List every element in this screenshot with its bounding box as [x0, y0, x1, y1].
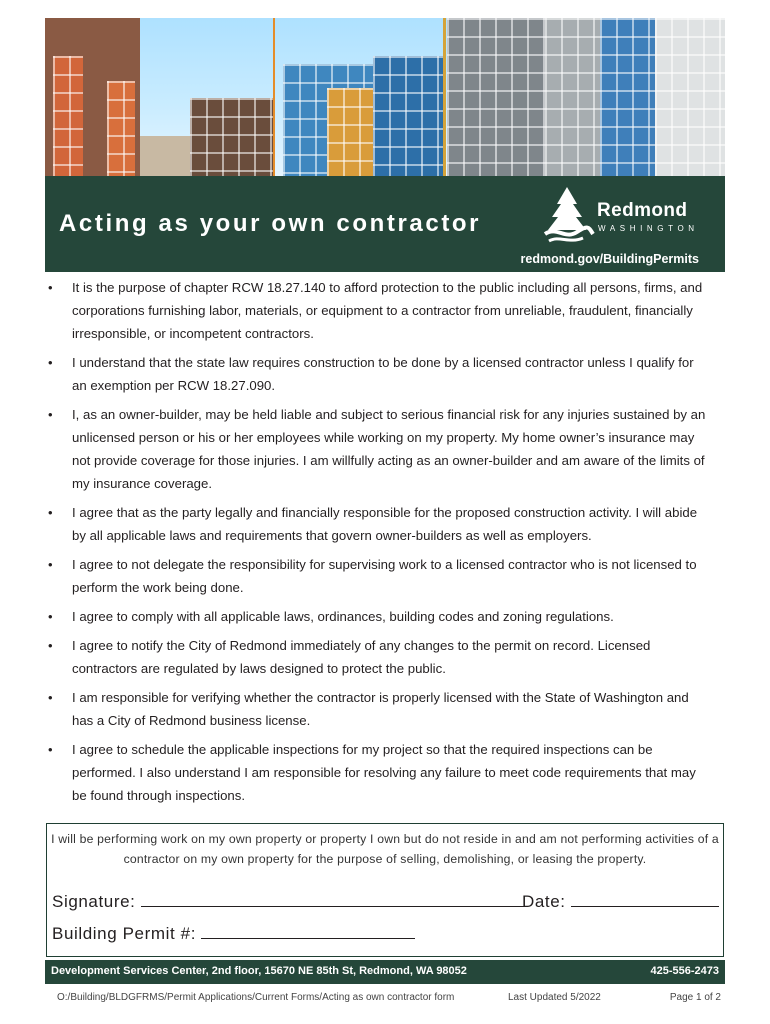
- statement-list: [47, 276, 707, 813]
- building-gray: [447, 18, 545, 176]
- building-construction: [190, 98, 275, 176]
- list-item: • I understand that the state law requires construction to be done by a licensed contractor unless I qualify for an exemption per RCW 18.27.090.: [47, 351, 707, 397]
- footer-address: Development Services Center, 2nd floor, 15670 NE 85th St, Redmond, WA 98052: [51, 965, 467, 977]
- document-path: O:/Building/BLDGFRMS/Permit Applications/Current Forms/Acting as own contractor form: [57, 992, 455, 1003]
- date-label: Date:: [522, 892, 566, 911]
- list-item: • I agree to comply with all applicable laws, ordinances, building codes and zoning regulations.: [47, 605, 707, 628]
- signature-label: Signature:: [52, 892, 136, 911]
- permit-label: Building Permit #:: [52, 924, 197, 943]
- website-link[interactable]: redmond.gov/BuildingPermits: [520, 252, 699, 266]
- permit-number-field[interactable]: [201, 924, 415, 939]
- list-item: • I agree to not delegate the responsibility for supervising work to a licensed contractor who is not licensed to perform the work being done.: [47, 553, 707, 599]
- attestation-text: I will be performing work on my own property or property I own but do not reside in and am not performing activities of a contractor on my own property for the purpose of selling, demolishing, or leasing the property.: [51, 832, 719, 866]
- page-number: Page 1 of 2: [669, 992, 721, 1003]
- redmond-logo: [539, 184, 709, 244]
- list-item: • I agree to notify the City of Redmond immediately of any changes to the permit on record. Licensed contractors are regulated by laws designed to protect the public.: [47, 634, 707, 680]
- header-banner: [45, 176, 725, 272]
- last-updated: Last Updated 5/2022: [508, 992, 601, 1003]
- permit-row: [52, 924, 415, 944]
- logo-subtitle: WASHINGTON: [598, 224, 699, 233]
- attestation-box: [46, 823, 724, 957]
- document-title: Acting as your own contractor: [59, 210, 482, 237]
- document-meta: [45, 992, 725, 1008]
- tree-river-icon: [539, 184, 595, 244]
- building-right-blue: [600, 18, 655, 176]
- list-item: • I am responsible for verifying whether the contractor is properly licensed with the State of Washington and has a City of Redmond business license.: [47, 686, 707, 732]
- list-item: • It is the purpose of chapter RCW 18.27.140 to afford protection to the public including all persons, firms, and corporations furnishing labor, materials, or equipment to a contractor from unreliable, fraudulent, financially irresponsible, or incompetent contractors.: [47, 276, 707, 345]
- logo-name: Redmond: [597, 200, 688, 221]
- signature-field[interactable]: [141, 892, 525, 907]
- list-item: • I agree that as the party legally and financially responsible for the proposed construction activity. I will abide by all applicable laws and requirements that govern owner-builders as well as employers.: [47, 501, 707, 547]
- hero-photo: [45, 18, 725, 176]
- footer-phone: 425-556-2473: [650, 965, 719, 977]
- signature-row: [52, 892, 525, 912]
- building-right-white: [655, 18, 725, 176]
- list-item: • I, as an owner-builder, may be held liable and subject to serious financial risk for any injuries sustained by an unlicensed person or his or her employees while working on my property. My home owner’s insurance may not provide coverage for those injuries. I am willfully acting as an owner-builder and am aware of the limits of my insurance coverage.: [47, 403, 707, 495]
- list-item: • I agree to schedule the applicable inspections for my project so that the required inspections can be performed. I also understand I am responsible for resolving any failure to meet code requirements that may be found through inspections.: [47, 738, 707, 807]
- date-row: [522, 892, 719, 912]
- footer-bar: [45, 960, 725, 984]
- date-field[interactable]: [571, 892, 719, 907]
